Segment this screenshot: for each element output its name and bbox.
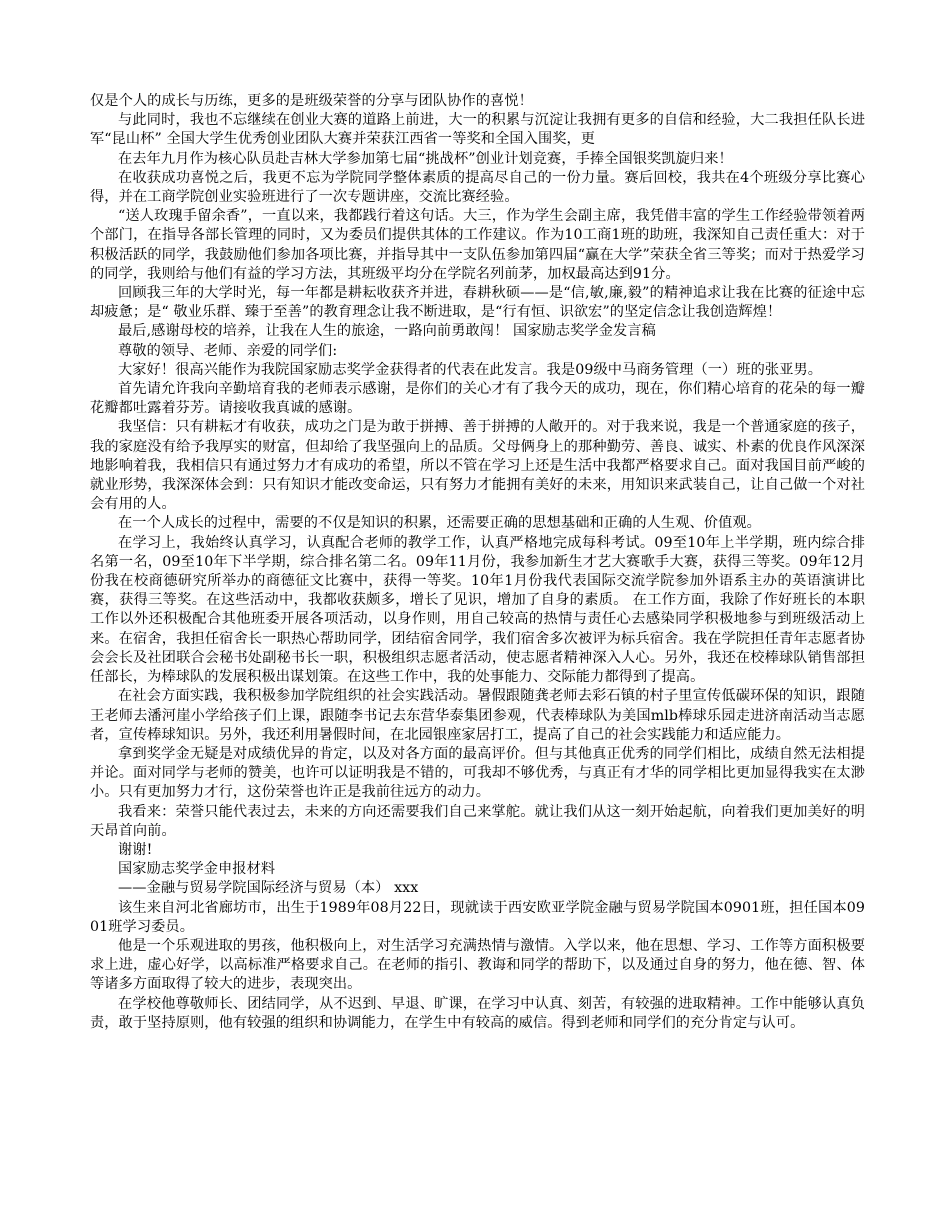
paragraph: 在去年九月作为核心队员赴吉林大学参加第七届“挑战杯”创业计划竞赛，手捧全国银奖凯旋归来！ — [118, 150, 733, 167]
paragraph: 回顾我三年的大学时光，每一年都是耕耘收获齐并进，春耕秋硕——是“信,敏,廉,毅”的精神追求让我在比赛的征途中忘却疲惫；是“ 敬业乐群、臻于至善”的教育理念让我不断进取，是“行有恒、识欲宏”的坚定信念让我创造辉煌！ — [90, 285, 865, 321]
paragraph: 首先请允许我向辛勤培育我的老师表示感谢，是你们的关心才有了我今天的成功，现在，你们精心培育的花朵的每一瓣花瓣都吐露着芬芳。请接收我真诚的感谢。 — [90, 381, 865, 417]
paragraph: 在收获成功喜悦之后，我更不忘为学院同学整体素质的提高尽自己的一份力量。赛后回校，我共在4个班级分享比赛心得，并在工商学院创业实验班进行了一次专题讲座，交流比赛经验。 — [90, 169, 865, 206]
paragraph: 拿到奖学金无疑是对成绩优异的肯定，以及对各方面的最高评价。但与其他真正优秀的同学们相比，成绩自然无法相提并论。面对同学与老师的赞美，也许可以证明我是不错的，可我却不够优秀，与真正有才华的同学相比更加显得我实在太渺小。只有更加努力才行，这份荣誉也许正是我前往远方的动力。 — [90, 745, 865, 801]
paragraph: 仅是个人的成长与历练，更多的是班级荣誉的分享与团队协作的喜悦！ — [90, 93, 533, 109]
paragraph: 我坚信：只有耕耘才有收获，成功之门是为敢于拼搏、善于拼搏的人敞开的。对于我来说，我是一个普通家庭的孩子，我的家庭没有给予我厚实的财富，但却给了我坚强向上的品质。父母俩身上的那种勤劳、善良、诚实、朴素的优良作风深深地影响着我，我相信只有通过努力才有成功的希望，所以不管在学习上还是生活中我都严格要求自己。面对我国目前严峻的就业形势，我深深体会到：只有知识才能改变命运，只有努力才能拥有美好的未来，用知识来武装自己，让自己做一个对社会有用的人。 — [90, 419, 865, 513]
paragraph: 大家好！很高兴能作为我院国家励志奖学金获得者的代表在此发言。我是09级中马商务管理（一）班的张亚男。 — [118, 361, 823, 378]
paragraph: 我看来：荣誉只能代表过去，未来的方向还需要我们自己来掌舵。就让我们从这一刻开始起航，向着我们更加美好的明天昂首向前。 — [90, 803, 865, 839]
closing-thanks: 谢谢! — [118, 841, 153, 858]
paragraph: 在社会方面实践，我积极参加学院组织的社会实践活动。暑假跟随龚老师去彩石镇的村子里宣传低碳环保的知识，跟随王老师去潘河崖小学给孩子们上课，跟随李书记去东营华泰集团参观，代表棒球队为美国mlb棒球乐园走进济南活动当志愿者，宣传棒球知识。另外，我还利用暑假时间，在北园银座家居打工，提高了自己的社会实践能力和适应能力。 — [90, 688, 865, 743]
greeting: 尊敬的领导、老师、亲爱的同学们: — [118, 342, 338, 359]
paragraph: 该生来自河北省廊坊市，出生于1989年08月22日，现就读于西安欧亚学院金融与贸易学院国本0901班，担任国本0901班学习委员。 — [90, 899, 865, 935]
paragraph: 他是一个乐观进取的男孩，他积极向上，对生活学习充满热情与激情。入学以来，他在思想、学习、工作等方面积极要求上进，虚心好学，以高标准严格要求自己。在老师的指引、教诲和同学的帮助下，以及通过自身的努力，他在德、智、体等诸多方面取得了较大的进步，表现突出。 — [90, 937, 865, 993]
paragraph: “送人玫瑰手留余香”，一直以来，我都践行着这句话。大三，作为学生会副主席，我凭借丰富的学生工作经验带领着两个部门，在指导各部长管理的同时，又为委员们提供其体的工作建议。作为10工商1班的助班，我深知自己责任重大：对于积极活跃的同学，我鼓励他们参加各项比赛，并指导其中一支队伍参加第四届“赢在大学”荣获全省三等奖；而对于热爱学习的同学，我则给与他们有益的学习方法，其班级平均分在学院名列前茅，加权最高达到91分。 — [90, 208, 865, 282]
document-body — [90, 92, 865, 1033]
section-title: 国家励志奖学金申报材料 — [118, 861, 276, 878]
paragraph: 在学习上，我始终认真学习，认真配合老师的教学工作，认真严格地完成每科考试。09至10年上半学期，班内综合排名第一名，09至10年下半学期，综合排名第二名。09年11月份，我参加新生才艺大赛歌手大赛，获得三等奖。09年12月份我在校商德研究所举办的商德征文比赛中，获得一等奖。10年1月份我代表国际交流学院参加外语系主办的英语演讲比赛，获得三等奖。在这些活动中，我都收获颇多，增长了见识，增加了自身的素质。 在工作方面，我除了作好班长的本职工作以外还积极配合其他班委开展各项活动，以身作则，用自己较高的热情与责任心去感染同学积极地参与到班级活动上来。在宿舍，我担任宿舍长一职热心帮助同学，团结宿舍同学，我们宿舍多次被评为标兵宿舍。我在学院担任青年志愿者协会会长及社团联合会秘书处副秘书长一职，积极组织志愿者活动，使志愿者精神深入人心。另外，我还在校棒球队销售部担任部长，为棒球队的发展积极出谋划策。在这些工作中，我的处事能力、交际能力都得到了提高。 — [90, 534, 865, 686]
paragraph: 最后,感谢母校的培养，让我在人生的旅途，一路向前勇敢闯！ 国家励志奖学金发言稿 — [118, 323, 656, 340]
paragraph: 与此同时，我也不忘继续在创业大赛的道路上前进，大一的积累与沉淀让我拥有更多的自信和经验，大二我担任队长进军“昆山杯” 全国大学生优秀创业团队大赛并荣获江西省一等奖和全国入围奖，更 — [90, 112, 865, 148]
paragraph: 在学校他尊敬师长、团结同学，从不迟到、早退、旷课，在学习中认真、刻苦，有较强的进取精神。工作中能够认真负责，敢于坚持原则，他有较强的组织和协调能力，在学生中有较高的威信。得到老师和同学们的充分肯定与认可。 — [90, 995, 865, 1031]
paragraph: 在一个人成长的过程中，需要的不仅是知识的积累，还需要正确的思想基础和正确的人生观、价值观。 — [118, 515, 761, 532]
section-subtitle: ——金融与贸易学院国际经济与贸易（本） xxx — [118, 880, 419, 897]
